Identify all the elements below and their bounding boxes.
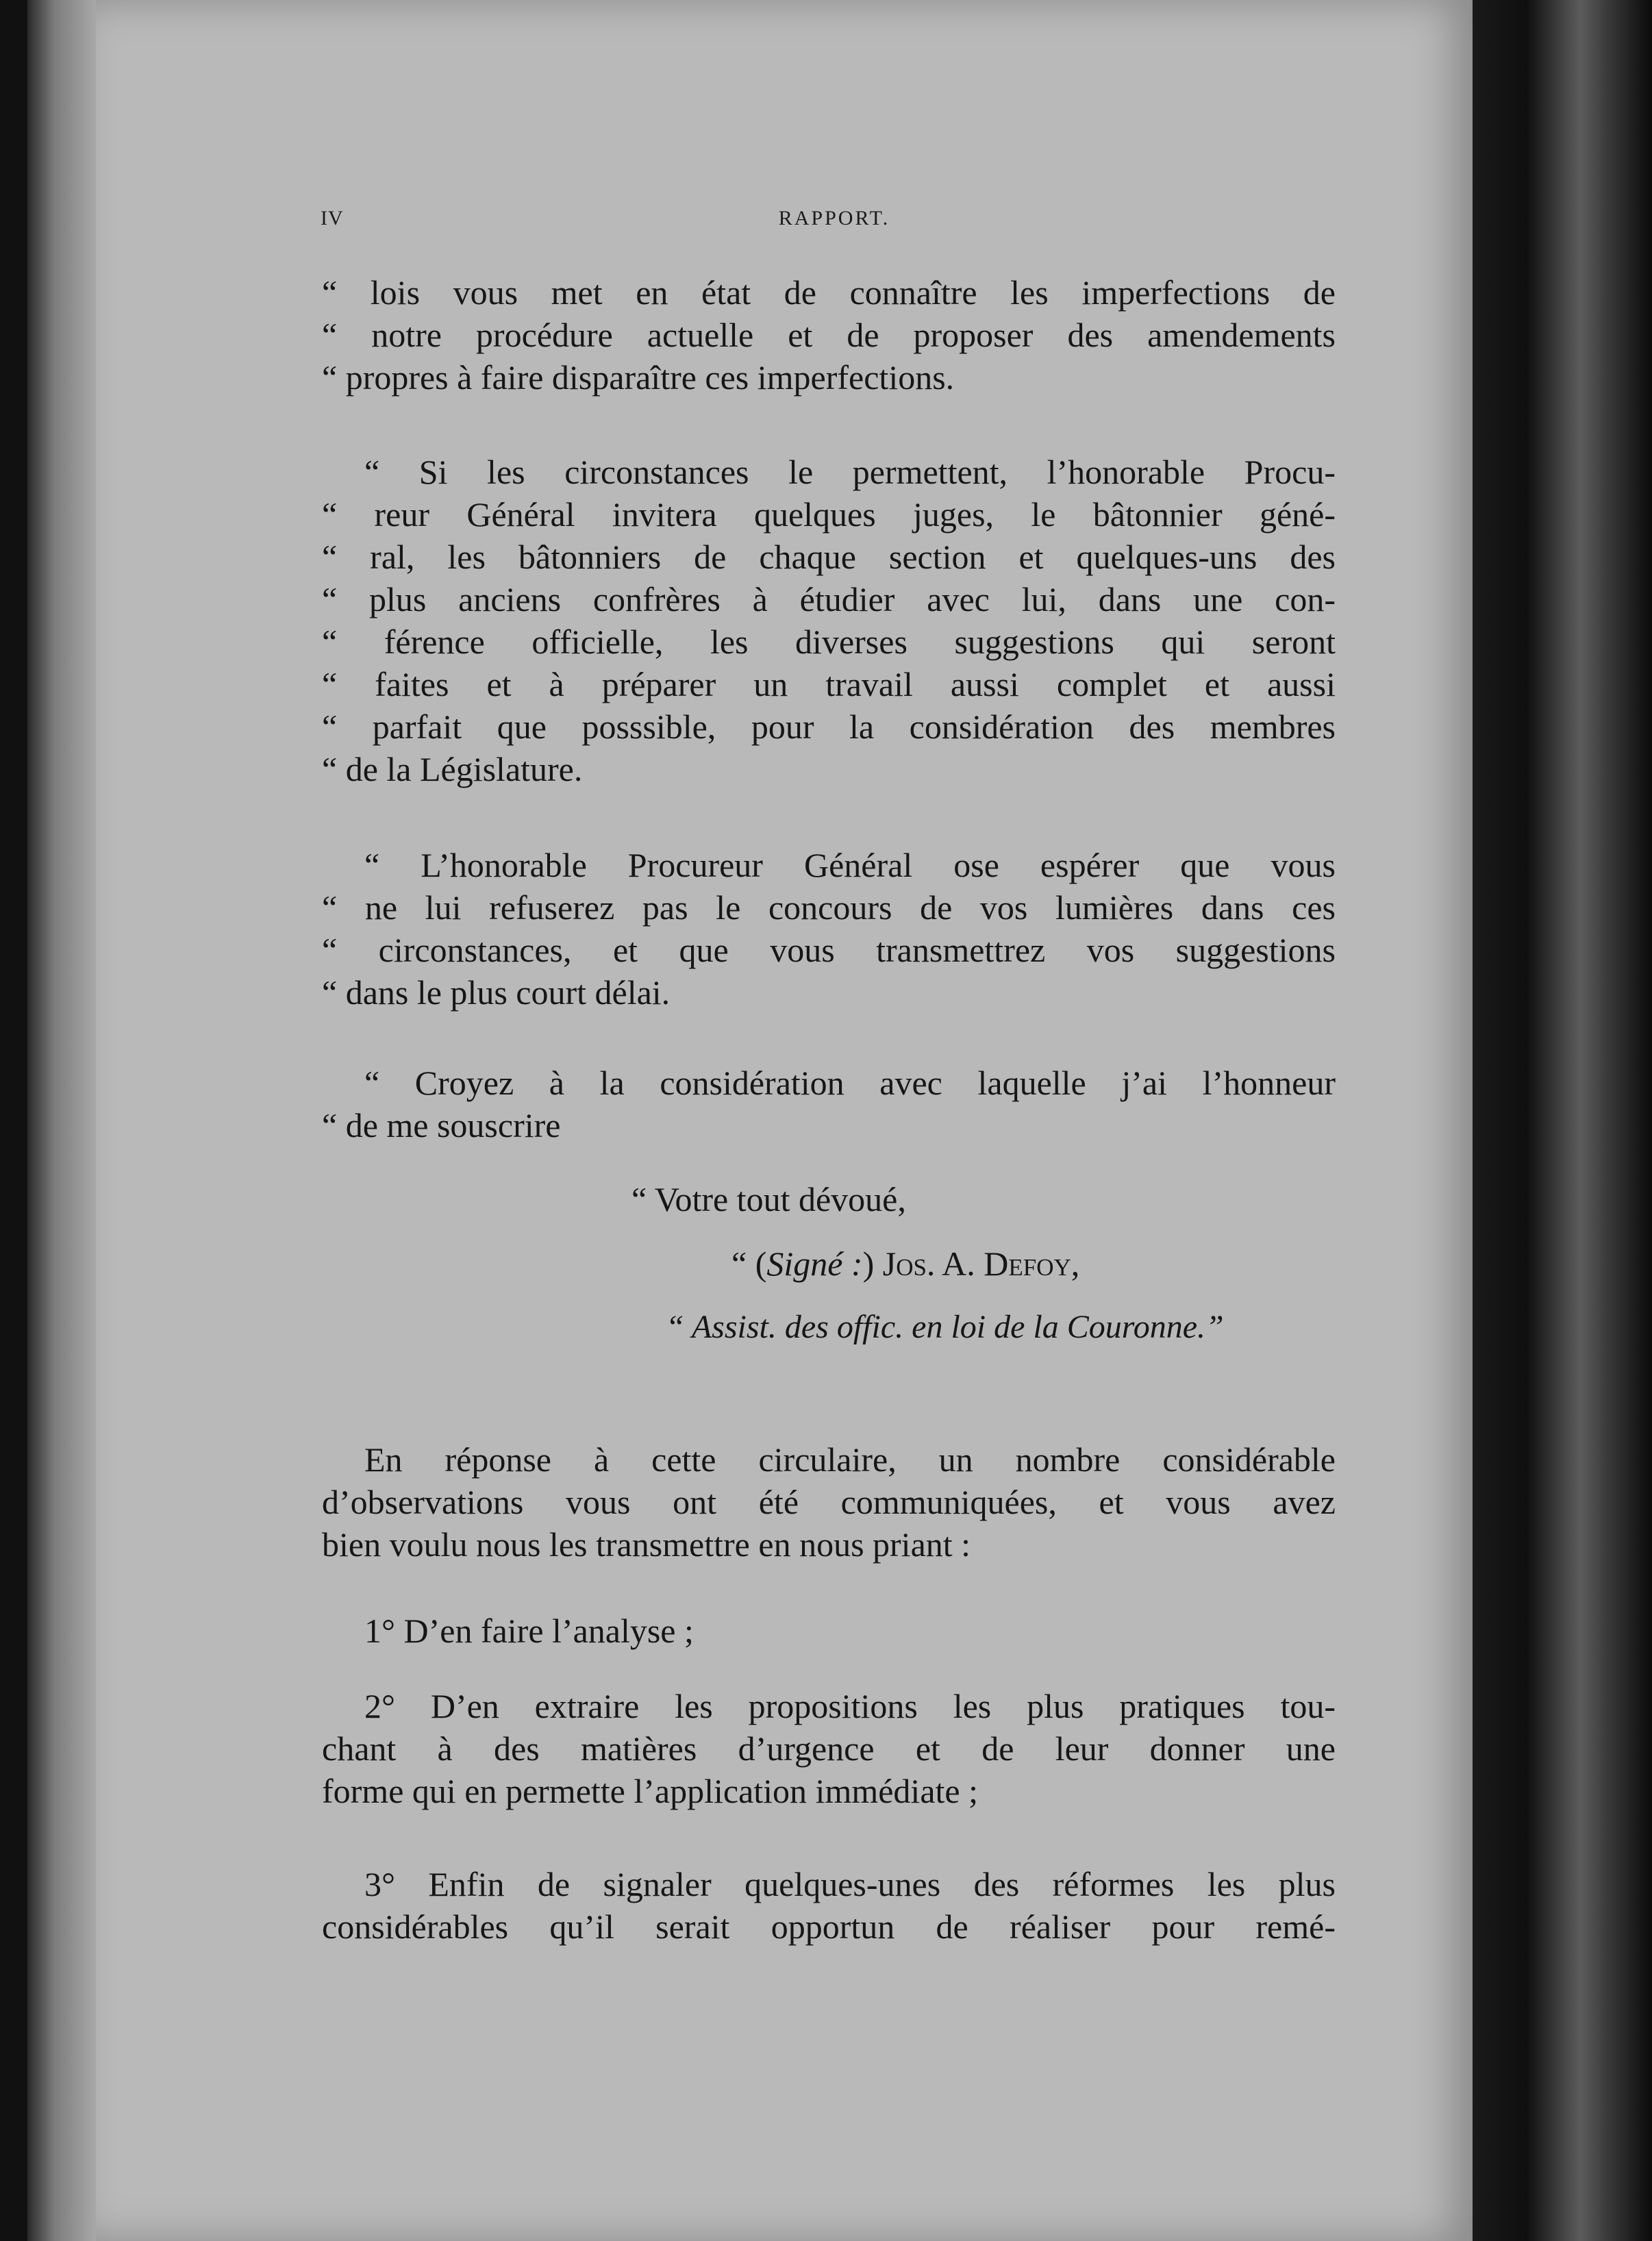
binding-edge xyxy=(27,0,96,2241)
text-line: “ notre procédure actuelle et de proposer des amendements xyxy=(322,316,1336,354)
text-line: “ Si les circonstances le permettent, l’honorable Procu- xyxy=(364,453,1336,491)
signature-open: “ ( xyxy=(731,1244,767,1283)
text-line: “ férence officielle, les diverses suggestions qui seront xyxy=(322,623,1336,661)
text-line: “ parfait que posssible, pour la considération des membres xyxy=(322,708,1336,746)
text-line: “ ne lui refuserez pas le concours de vos lumières dans ces xyxy=(322,888,1336,927)
signature-name-line xyxy=(731,1244,1079,1284)
text-line: “ Croyez à la considération avec laquelle j’ai l’honneur xyxy=(364,1064,1336,1102)
text-line: “ L’honorable Procureur Général ose espérer que vous xyxy=(364,846,1336,884)
text-line: 3° Enfin de signaler quelques-unes des réformes les plus xyxy=(364,1865,1336,1903)
list-item-1 xyxy=(322,1610,1336,1652)
text-line: bien voulu nous les transmettre en nous priant : xyxy=(322,1525,971,1564)
text-line: “ ral, les bâtonniers de chaque section et quelques-uns des xyxy=(322,538,1336,576)
text-line: chant à des matières d’urgence et de leur donner une xyxy=(322,1729,1336,1768)
running-title: RAPPORT. xyxy=(778,207,890,229)
list-item-2 xyxy=(322,1685,1336,1812)
text-line: “ de la Législature. xyxy=(322,750,583,788)
text-line: d’observations vous ont été communiquées, et vous avez xyxy=(322,1483,1336,1521)
running-head xyxy=(321,207,1348,241)
text-line: “ de me souscrire xyxy=(322,1106,561,1144)
signature-office: “ Assist. des offic. en loi de la Couronne.” xyxy=(666,1309,1224,1345)
text-line: “ propres à faire disparaître ces imperfections. xyxy=(322,358,955,397)
signature-name: Jos. A. Defoy, xyxy=(882,1244,1080,1283)
text-line: “ circonstances, et que vous transmettrez vos suggestions xyxy=(322,931,1336,969)
facing-page-edge xyxy=(1473,0,1652,2241)
text-line: forme qui en permette l’application immédiate ; xyxy=(322,1772,978,1810)
text-line: “ plus anciens confrères à étudier avec lui, dans une con- xyxy=(322,580,1336,618)
text-line: 1° D’en faire l’analyse ; xyxy=(364,1612,694,1650)
text-line: “ dans le plus court délai. xyxy=(322,973,671,1012)
paragraph-conference xyxy=(322,451,1336,790)
signature-closing: “ Votre tout dévoué, xyxy=(631,1180,906,1218)
text-line: considérables qu’il serait opportun de réaliser pour remé- xyxy=(322,1907,1336,1946)
page-number: IV xyxy=(321,207,344,229)
text-line: 2° D’en extraire les propositions les plus pratiques tou- xyxy=(364,1687,1336,1725)
paragraph-hope xyxy=(322,844,1336,1014)
signature-close: ) xyxy=(862,1244,875,1283)
text-line: En réponse à cette circulaire, un nombre considérable xyxy=(364,1440,1336,1479)
paragraph-quote-continuation xyxy=(322,271,1336,399)
list-item-3 xyxy=(322,1863,1336,1948)
text-line: “ reur Général invitera quelques juges, le bâtonnier géné- xyxy=(322,495,1336,534)
text-line: “ faites et à préparer un travail aussi complet et aussi xyxy=(322,665,1336,703)
paragraph-response xyxy=(322,1438,1336,1566)
signature-signed-label: Signé : xyxy=(766,1244,863,1283)
paragraph-salutation xyxy=(322,1062,1336,1147)
text-line: “ lois vous met en état de connaître les imperfections de xyxy=(322,273,1336,312)
